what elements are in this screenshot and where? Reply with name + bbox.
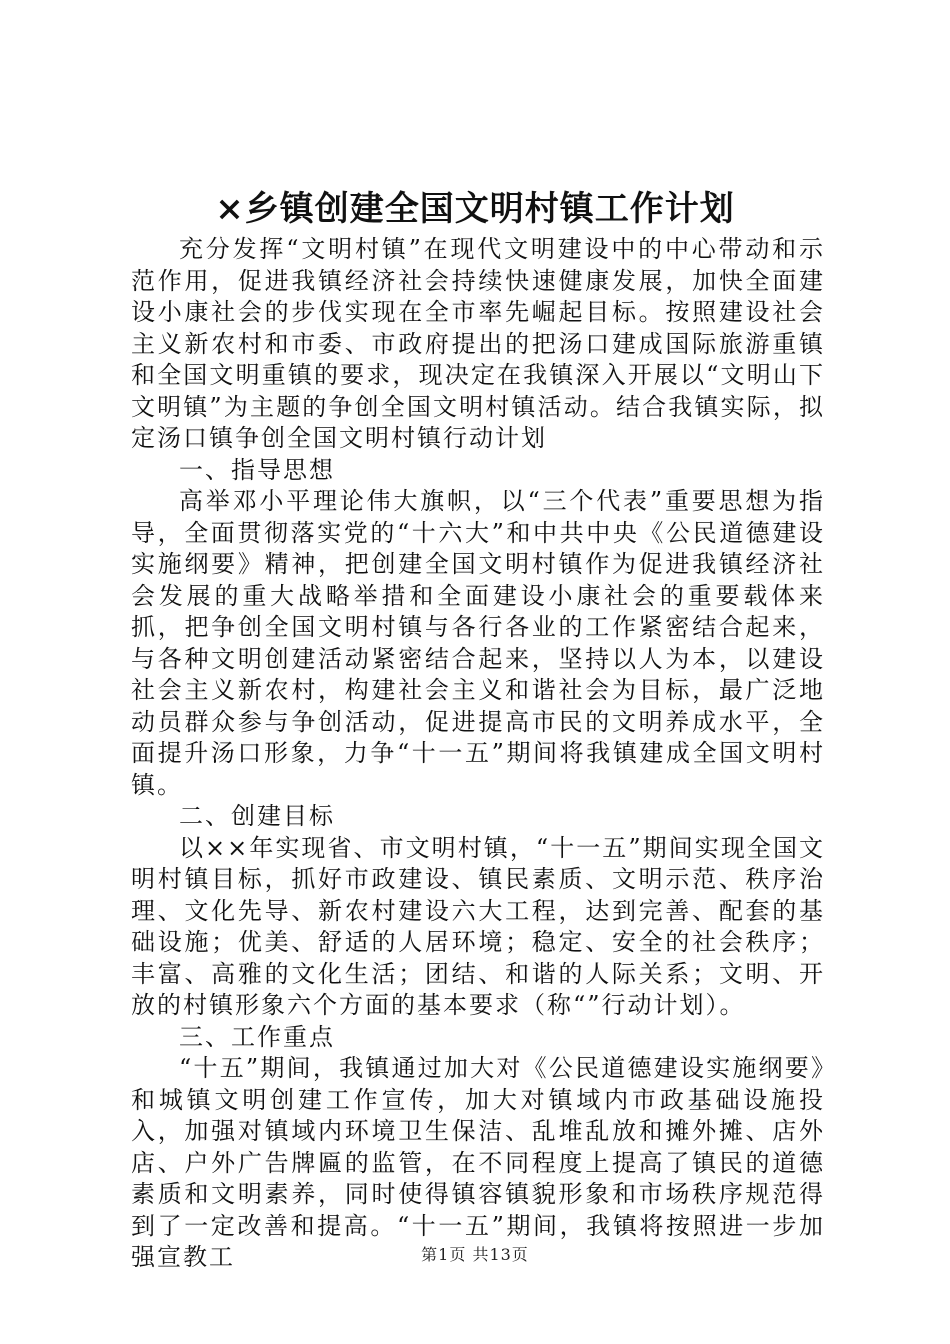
section-heading-work-focus: 三、工作重点	[179, 1022, 335, 1051]
document-body	[131, 234, 825, 1274]
page-number-footer: 第1页 共13页	[421, 1245, 529, 1264]
section-paragraph-goals: 以××年实现省、市文明村镇，“十一五”期间实现全国文明村镇目标，抓好市政建设、镇民素质、文明示范、秩序治理、文化先导、新农村建设六大工程，达到完善、配套的基础设施；优美、舒适的人居环境；稳定、安全的社会秩序；丰富、高雅的文化生活；团结、和谐的人际关系；文明、开放的村镇形象六个方面的基本要求（称“”行动计划）。	[131, 833, 825, 1019]
document-title: ×乡镇创建全国文明村镇工作计划	[215, 189, 735, 229]
section-heading-guiding-ideology: 一、指导思想	[179, 455, 335, 484]
section-heading-goals: 二、创建目标	[179, 802, 335, 830]
intro-paragraph: 充分发挥“文明村镇”在现代文明建设中的中心带动和示范作用，促进我镇经济社会持续快速健康发展，加快全面建设小康社会的步伐实现在全市率先崛起目标。按照建设社会主义新农村和市委、市政府提出的把汤口建成国际旅游重镇和全国文明重镇的要求，现决定在我镇深入开展以“文明山下文明镇”为主题的争创全国文明村镇活动。结合我镇实际，拟定汤口镇争创全国文明村镇行动计划	[131, 235, 825, 452]
section-paragraph-guiding-ideology: 高举邓小平理论伟大旗帜，以“三个代表”重要思想为指导，全面贯彻落实党的“十六大”和中共中央《公民道德建设实施纲要》精神，把创建全国文明村镇作为促进我镇经济社会发展的重大战略举措和全面建设小康社会的重要载体来抓，把争创全国文明村镇与各行各业的工作紧密结合起来，与各种文明创建活动紧密结合起来，坚持以人为本，以建设社会主义新农村，构建社会主义和谐社会为目标，最广泛地动员群众参与争创活动，促进提高市民的文明养成水平，全面提升汤口形象，力争“十一五”期间将我镇建成全国文明村镇。	[131, 487, 825, 799]
section-paragraph-work-focus: “十五”期间，我镇通过加大对《公民道德建设实施纲要》和城镇文明创建工作宣传，加大对镇域内市政基础设施投入，加强对镇域内环境卫生保洁、乱堆乱放和摊外摊、店外店、户外广告牌匾的监管，在不同程度上提高了镇民的道德素质和文明素养，同时使得镇容镇貌形象和市场秩序规范得到了一定改善和提高。“十一五”期间，我镇将按照进一步加强宣教工	[131, 1054, 825, 1271]
